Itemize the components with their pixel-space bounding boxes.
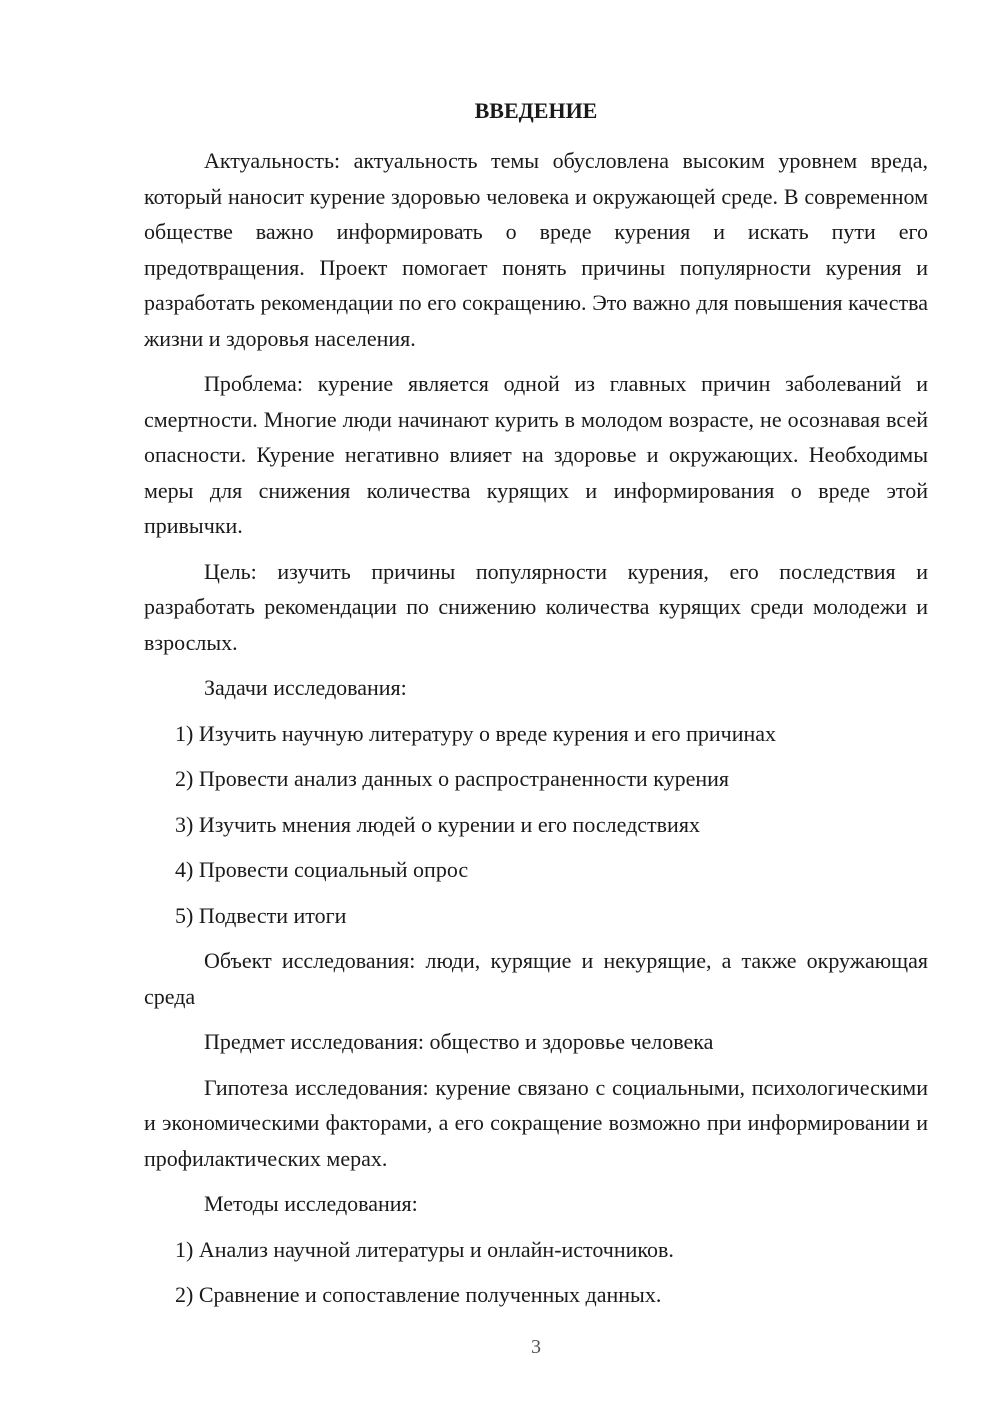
list-item: 5) Подвести итоги: [175, 902, 347, 928]
methods-heading: Методы исследования:: [204, 1191, 418, 1216]
subject-paragraph: Предмет исследования: общество и здоровье человека: [204, 1029, 714, 1054]
list-item: 1) Изучить научную литературу о вреде курения и его причинах: [175, 720, 777, 746]
list-item: 2) Провести анализ данных о распространенности курения: [175, 766, 730, 791]
tasks-list: [144, 716, 928, 934]
list-item: 4) Провести социальный опрос: [175, 857, 469, 882]
page-title: ВВЕДЕНИЕ: [474, 98, 598, 123]
tasks-heading: Задачи исследования:: [204, 675, 407, 700]
methods-list: [144, 1232, 928, 1313]
list-item: 3) Изучить мнения людей о курении и его последствиях: [175, 811, 700, 837]
hypothesis-paragraph: Гипотеза исследования: курение связано с социальными, психологическими и экономическими факторами, а его сокращение возможно при информировании и профилактических мерах.: [144, 1074, 928, 1171]
document-body: [144, 143, 928, 1323]
list-item: 2) Сравнение и сопоставление полученных данных.: [175, 1282, 662, 1307]
relevance-paragraph: Актуальность: актуальность темы обусловлена высоким уровнем вреда, который наносит курение здоровью человека и окружающей среде. В современном обществе важно информировать о вреде курения и искать пути его предотвращения. Проект помогает понять причины популярности курения и разработать рекомендации по его сокращению. Это важно для повышения качества жизни и здоровья населения.: [144, 148, 928, 351]
problem-paragraph: Проблема: курение является одной из главных причин заболеваний и смертности. Многие люди начинают курить в молодом возрасте, не осознавая всей опасности. Курение негативно влияет на здоровье и окружающих. Необходимы меры для снижения количества курящих и информирования о вреде этой привычки.: [144, 371, 928, 538]
object-paragraph: Объект исследования: люди, курящие и некурящие, а также окружающая среда: [144, 948, 928, 1009]
goal-paragraph: Цель: изучить причины популярности курения, его последствия и разработать рекомендации по снижению количества курящих среди молодежи и взрослых.: [144, 558, 928, 655]
page-number: 3: [531, 1336, 541, 1358]
list-item: 1) Анализ научной литературы и онлайн-источников.: [175, 1236, 674, 1262]
